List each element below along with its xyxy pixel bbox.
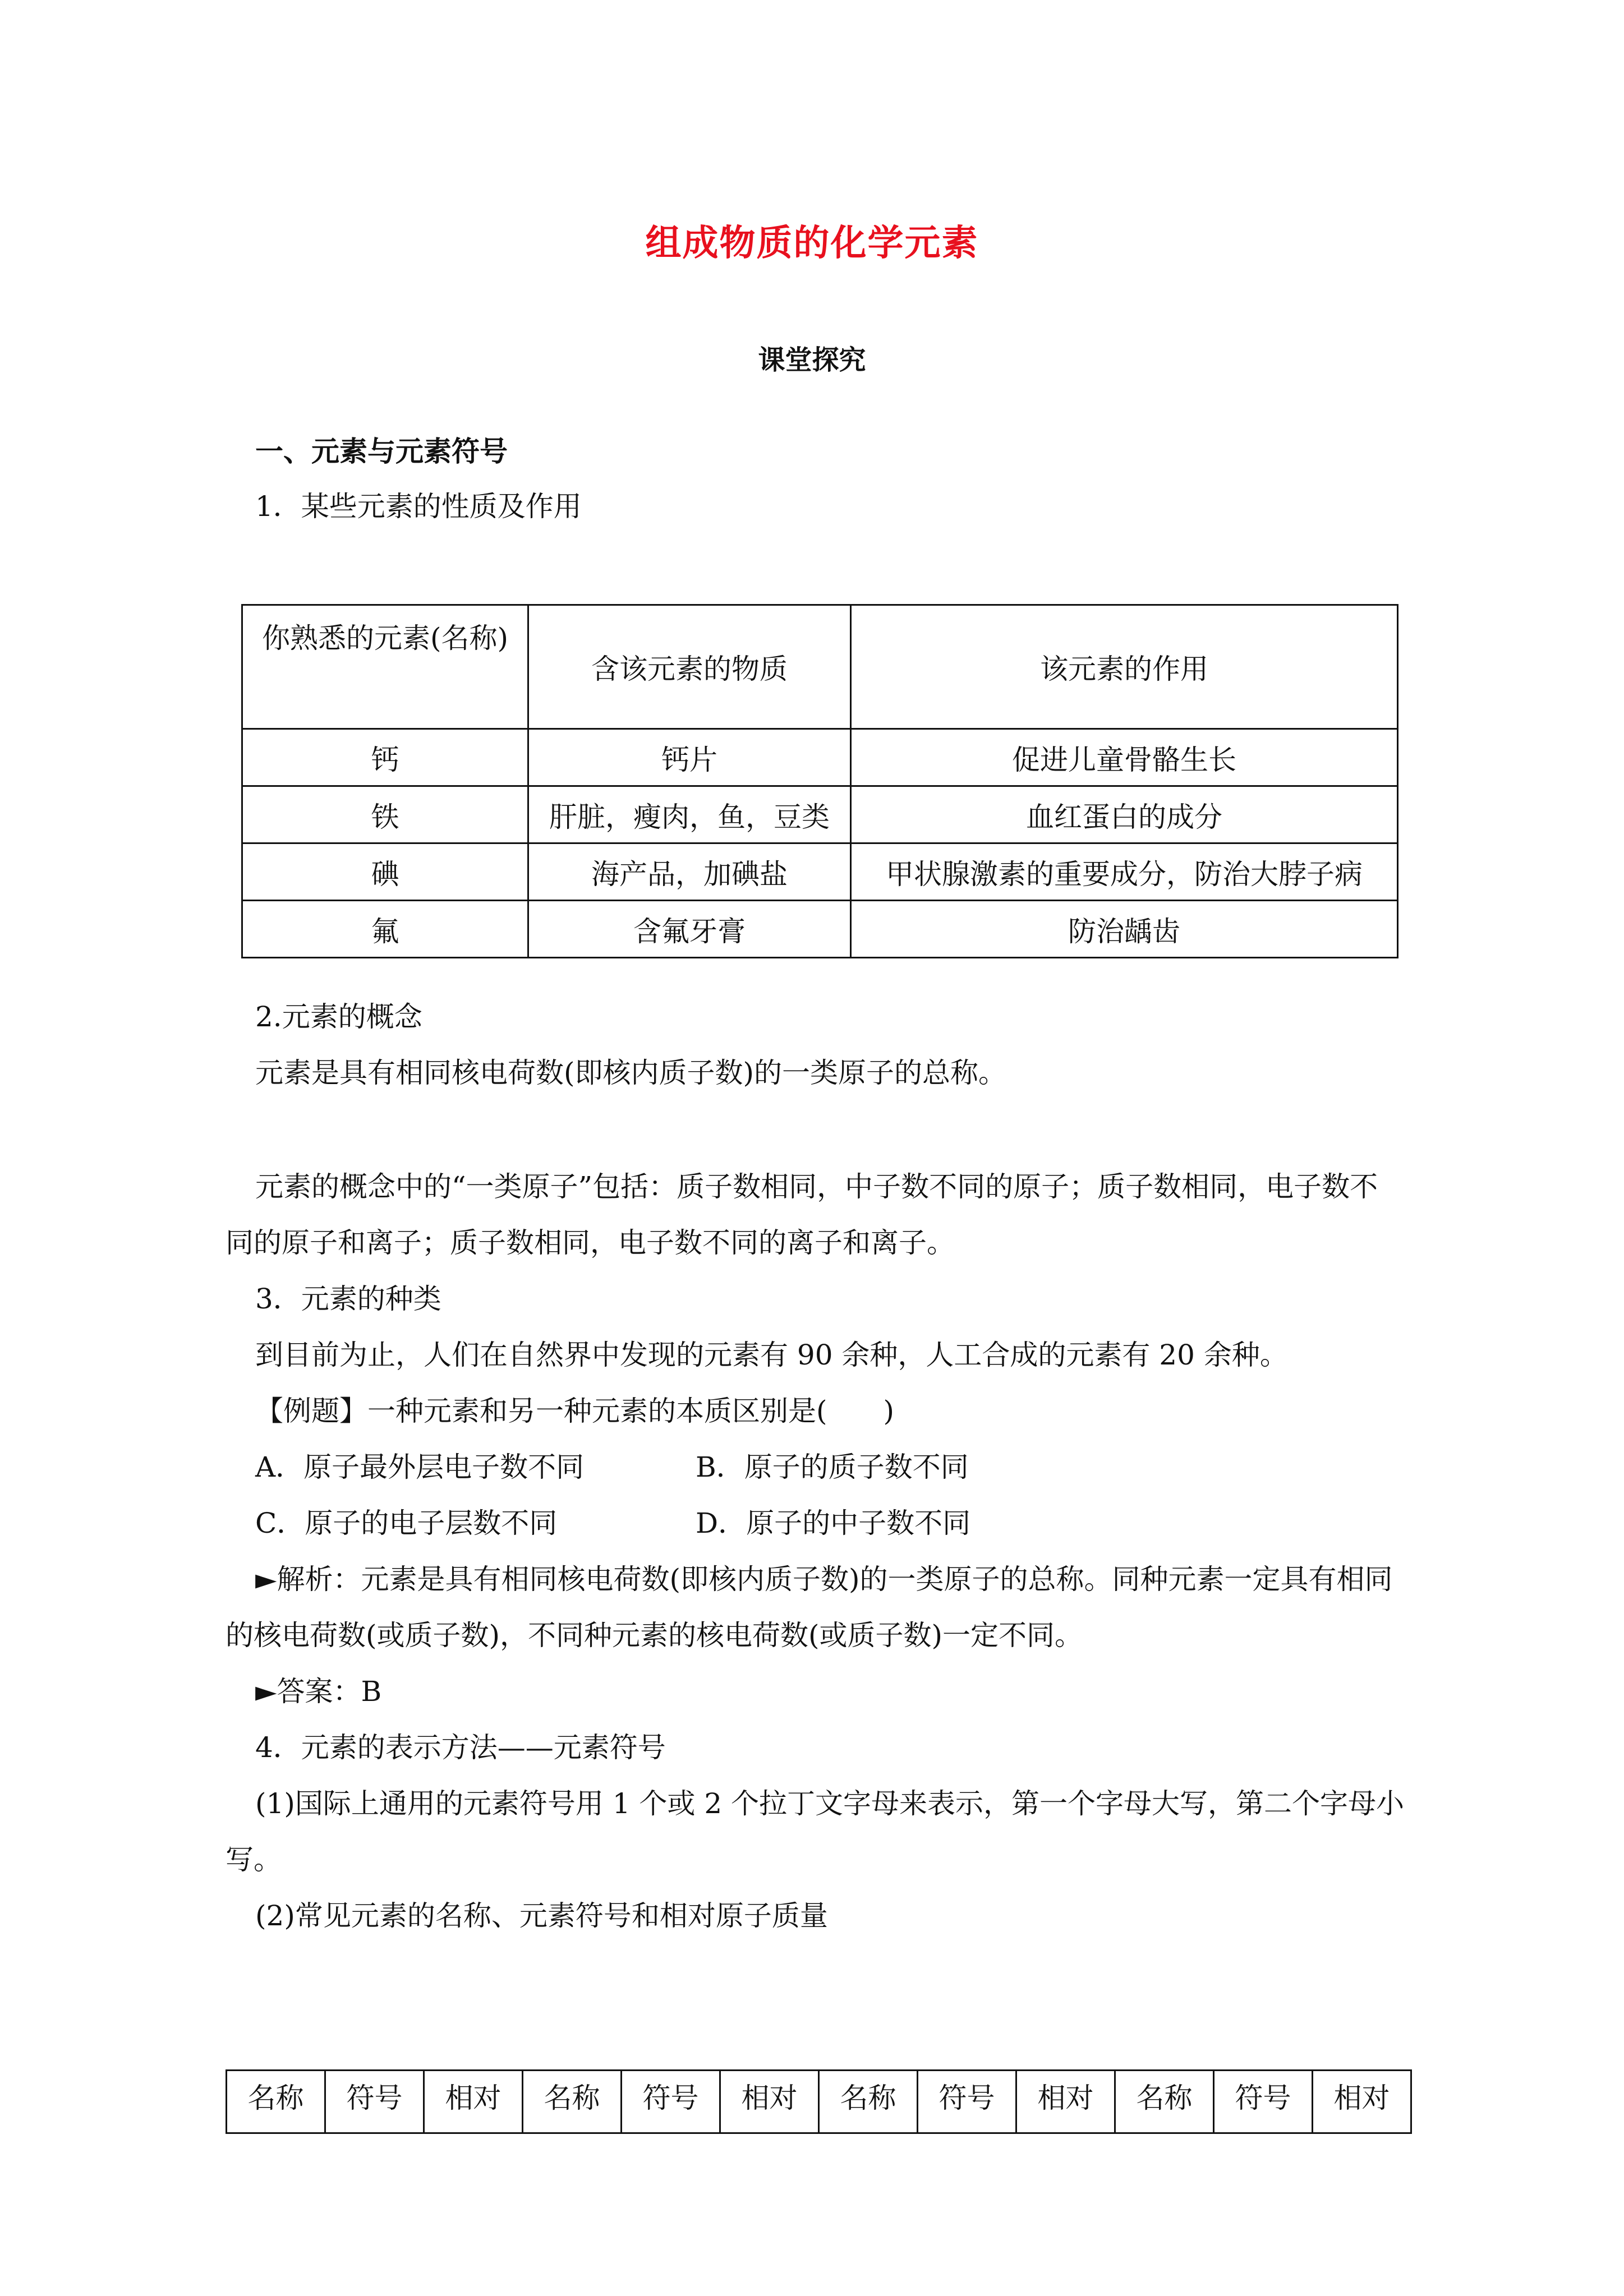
concept-text: 元素是具有相同核电荷数(即核内质子数)的一类原子的总称。: [255, 1057, 1007, 1089]
option-d: D．原子的中子数不同: [696, 1507, 971, 1539]
section-subtitle: 课堂探究: [758, 344, 866, 376]
table-header-cell: 相对: [424, 2071, 523, 2133]
table-cell: 氟: [242, 901, 528, 958]
example-question: 【例题】一种元素和另一种元素的本质区别是( ): [255, 1395, 895, 1427]
table-header-cell: 相对: [1313, 2071, 1411, 2133]
answer-text: ►答案：B: [255, 1675, 382, 1708]
table-row: [242, 786, 1398, 843]
table-cell: 促进儿童骨骼生长: [851, 729, 1398, 786]
table-cell: 肝脏，瘦肉，鱼，豆类: [528, 786, 851, 843]
table-header-cell: 符号: [1214, 2071, 1313, 2133]
note-paragraph-line: 元素的概念中的“一类原子”包括：质子数相同，中子数不同的原子；质子数相同，电子数不: [255, 1170, 1378, 1203]
table-header-row: [227, 2071, 1411, 2133]
table-cell: 血红蛋白的成分: [851, 786, 1398, 843]
table-cell: 海产品，加碘盐: [528, 843, 851, 901]
table-header-cell: 该元素的作用: [851, 605, 1398, 729]
option-b: B．原子的质子数不同: [696, 1451, 969, 1483]
item-heading-3: 3．元素的种类: [255, 1283, 441, 1315]
item-heading-1: 1．某些元素的性质及作用: [255, 490, 582, 523]
item-heading-4: 4．元素的表示方法——元素符号: [255, 1731, 666, 1764]
table-row: [242, 901, 1398, 958]
page-title: 组成物质的化学元素: [645, 222, 979, 264]
table-header-cell: 相对: [1016, 2071, 1115, 2133]
analysis-line: 的核电荷数(或质子数)，不同种元素的核电荷数(或质子数)一定不同。: [226, 1619, 1083, 1652]
table-cell: 铁: [242, 786, 528, 843]
table-header-cell: 名称: [1115, 2071, 1214, 2133]
table-cell: 钙片: [528, 729, 851, 786]
symbol-rule-line: 写。: [226, 1843, 282, 1876]
table-cell: 甲状腺激素的重要成分，防治大脖子病: [851, 843, 1398, 901]
table-header-cell: 符号: [918, 2071, 1016, 2133]
element-properties-table: [241, 604, 1398, 958]
table-cell: 防治龋齿: [851, 901, 1398, 958]
section-heading: 一、元素与元素符号: [255, 435, 508, 468]
table-header-cell: 含该元素的物质: [528, 605, 851, 729]
symbol-rule-line: (1)国际上通用的元素符号用 1 个或 2 个拉丁文字母来表示，第一个字母大写，第二个字母小: [255, 1787, 1405, 1820]
table-row: [242, 729, 1398, 786]
common-elements-table: [226, 2069, 1412, 2134]
common-elements-heading: (2)常见元素的名称、元素符号和相对原子质量: [255, 1899, 828, 1932]
kinds-text: 到目前为止，人们在自然界中发现的元素有 90 余种，人工合成的元素有 20 余种。: [255, 1339, 1288, 1371]
table-cell: 碘: [242, 843, 528, 901]
table-header-row: [242, 605, 1398, 729]
option-c: C．原子的电子层数不同: [255, 1507, 558, 1539]
table-cell: 含氟牙膏: [528, 901, 851, 958]
table-header-cell: 名称: [227, 2071, 325, 2133]
table-header-cell: 你熟悉的元素(名称): [242, 605, 528, 729]
analysis-line: ►解析：元素是具有相同核电荷数(即核内质子数)的一类原子的总称。同种元素一定具有相同: [255, 1563, 1393, 1596]
table-header-cell: 符号: [622, 2071, 720, 2133]
table-header-cell: 相对: [720, 2071, 819, 2133]
table-row: [242, 843, 1398, 901]
item-heading-2: 2.元素的概念: [255, 1001, 422, 1033]
table-header-cell: 名称: [819, 2071, 918, 2133]
table-cell: 钙: [242, 729, 528, 786]
note-paragraph-line: 同的原子和离子；质子数相同，电子数不同的离子和离子。: [226, 1227, 955, 1259]
table-header-cell: 名称: [523, 2071, 622, 2133]
option-a: A．原子最外层电子数不同: [255, 1451, 585, 1483]
table-header-cell: 符号: [325, 2071, 424, 2133]
